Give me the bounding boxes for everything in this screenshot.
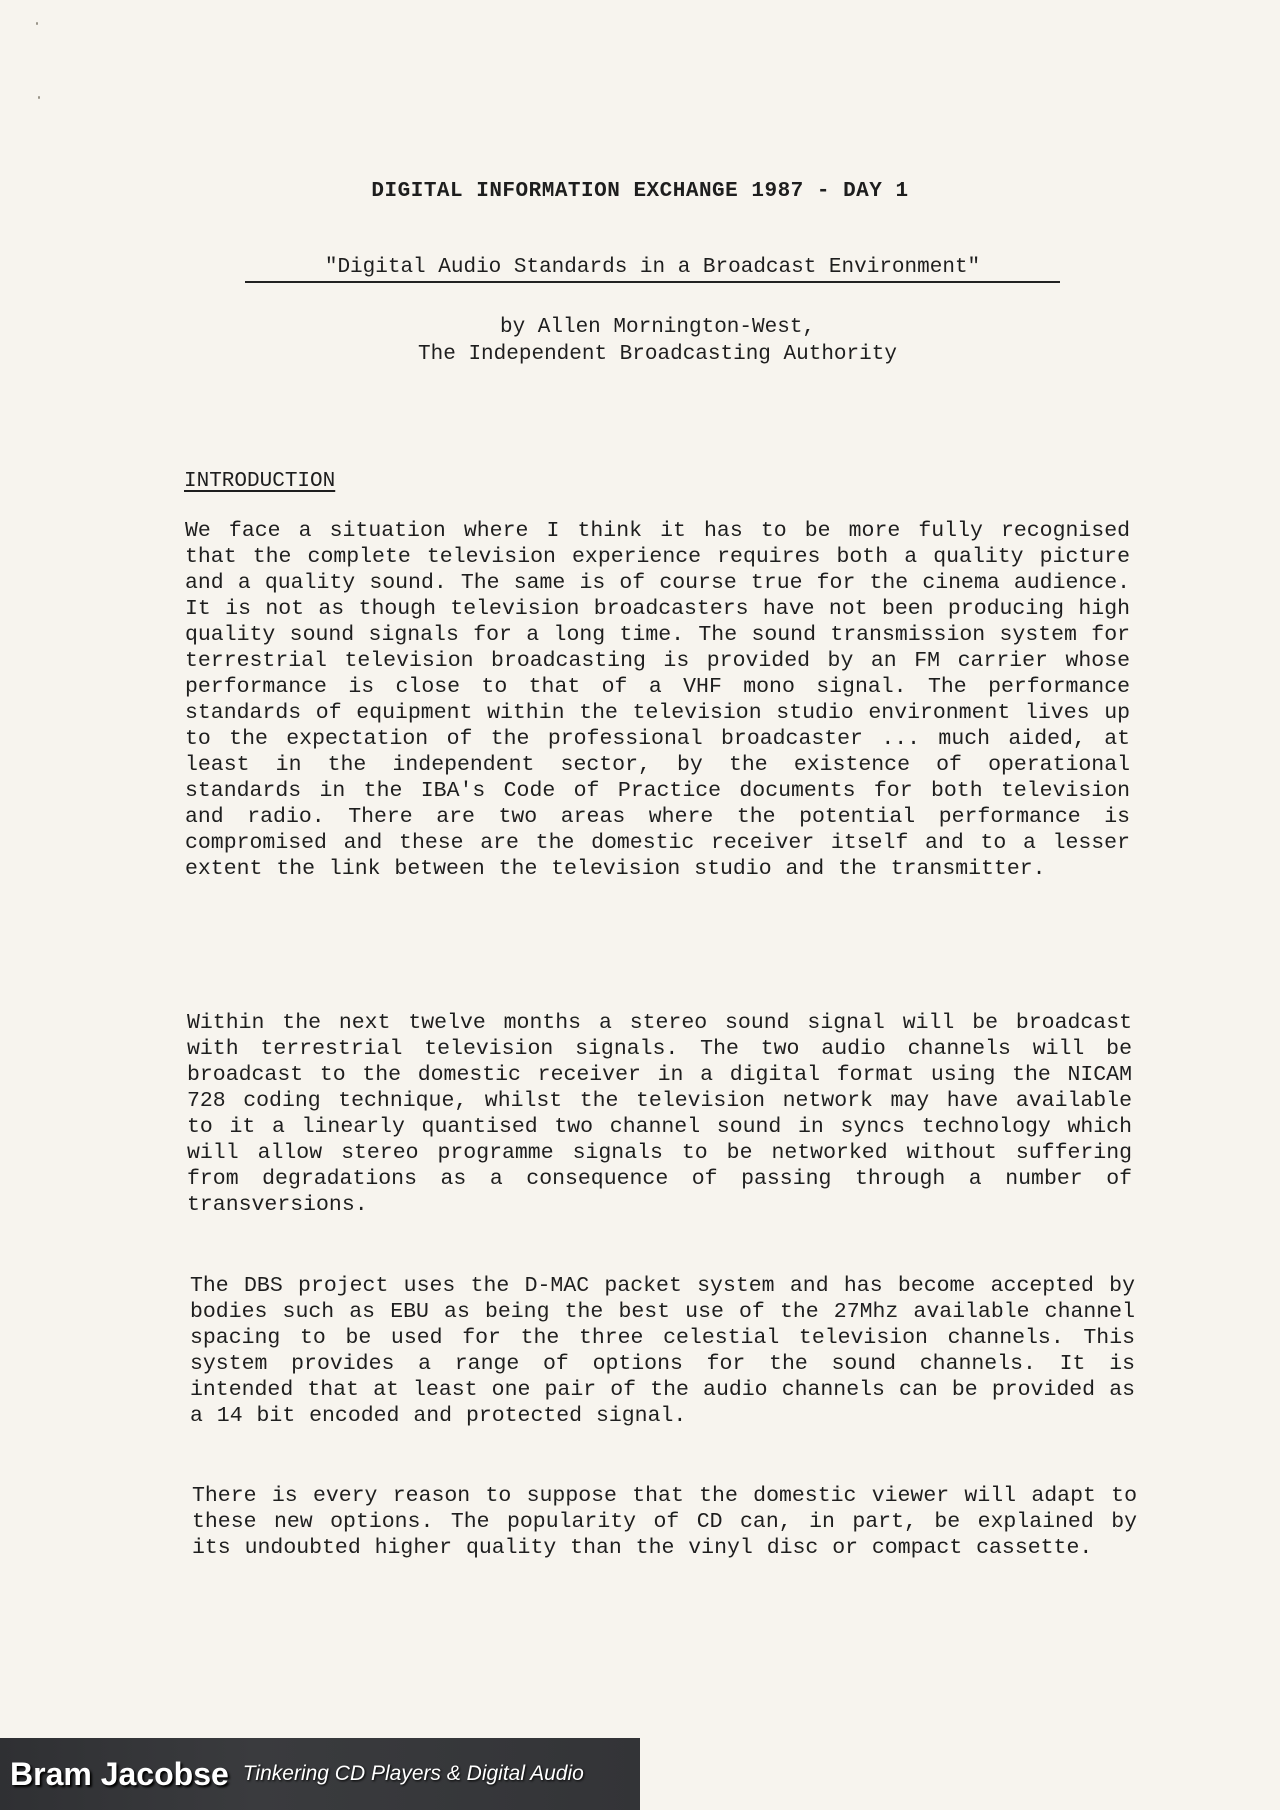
watermark-name: Bram Jacobse [10, 1755, 229, 1792]
scan-speck [38, 96, 40, 99]
document-header: DIGITAL INFORMATION EXCHANGE 1987 - DAY 1 [371, 180, 909, 203]
paragraph: We face a situation where I think it has to be more fully recognised that the complete television experience requires both a quality picture and a quality sound. The same is of course true for the cinema audience. It is not as though television broadcasters have not been producing high quality sound signals for a long time. The sound transmission system for terrestrial television broadcasting is provided by an FM carrier whose performance is close to that of a VHF mono signal. The performance standards of equipment within the television studio environment lives up to the expectation of the professional broadcaster ... much aided, at least in the independent sector, by the existence of operational standards in the IBA's Code of Practice documents for both television and radio. There are two areas where the potential performance is compromised and these are the domestic receiver itself and to a lesser extent the link between the television studio and the transmitter. [185, 519, 1130, 881]
watermark-banner [0, 1738, 640, 1810]
watermark-tagline: Tinkering CD Players & Digital Audio [242, 1762, 584, 1785]
scan-speck [36, 22, 38, 25]
document-title: "Digital Audio Standards in a Broadcast Environment" [245, 256, 1060, 283]
author: by Allen Mornington-West, [499, 316, 816, 339]
paragraph: There is every reason to suppose that the domestic viewer will adapt to these new options. The popularity of CD can, in part, be explained by its undoubted higher quality than the vinyl disc or compact cassette. [192, 1484, 1137, 1560]
paragraph: The DBS project uses the D-MAC packet system and has become accepted by bodies such as EBU as being the best use of the 27Mhz available channel spacing to be used for the three celestial television channels. This system provides a range of options for the sound channels. It is intended that at least one pair of the audio channels can be provided as a 14 bit encoded and protected signal. [190, 1274, 1135, 1428]
section-heading: INTRODUCTION [184, 470, 336, 493]
organization: The Independent Broadcasting Authority [418, 343, 897, 366]
byline [0, 314, 1280, 368]
paragraph: Within the next twelve months a stereo sound signal will be broadcast with terrestrial television signals. The two audio channels will be broadcast to the domestic receiver in a digital format using the NICAM 728 coding technique, whilst the television network may have available to it a linearly quantised two channel sound in syncs technology which will allow stereo programme signals to be networked without suffering from degradations as a consequence of passing through a number of transversions. [187, 1011, 1132, 1217]
